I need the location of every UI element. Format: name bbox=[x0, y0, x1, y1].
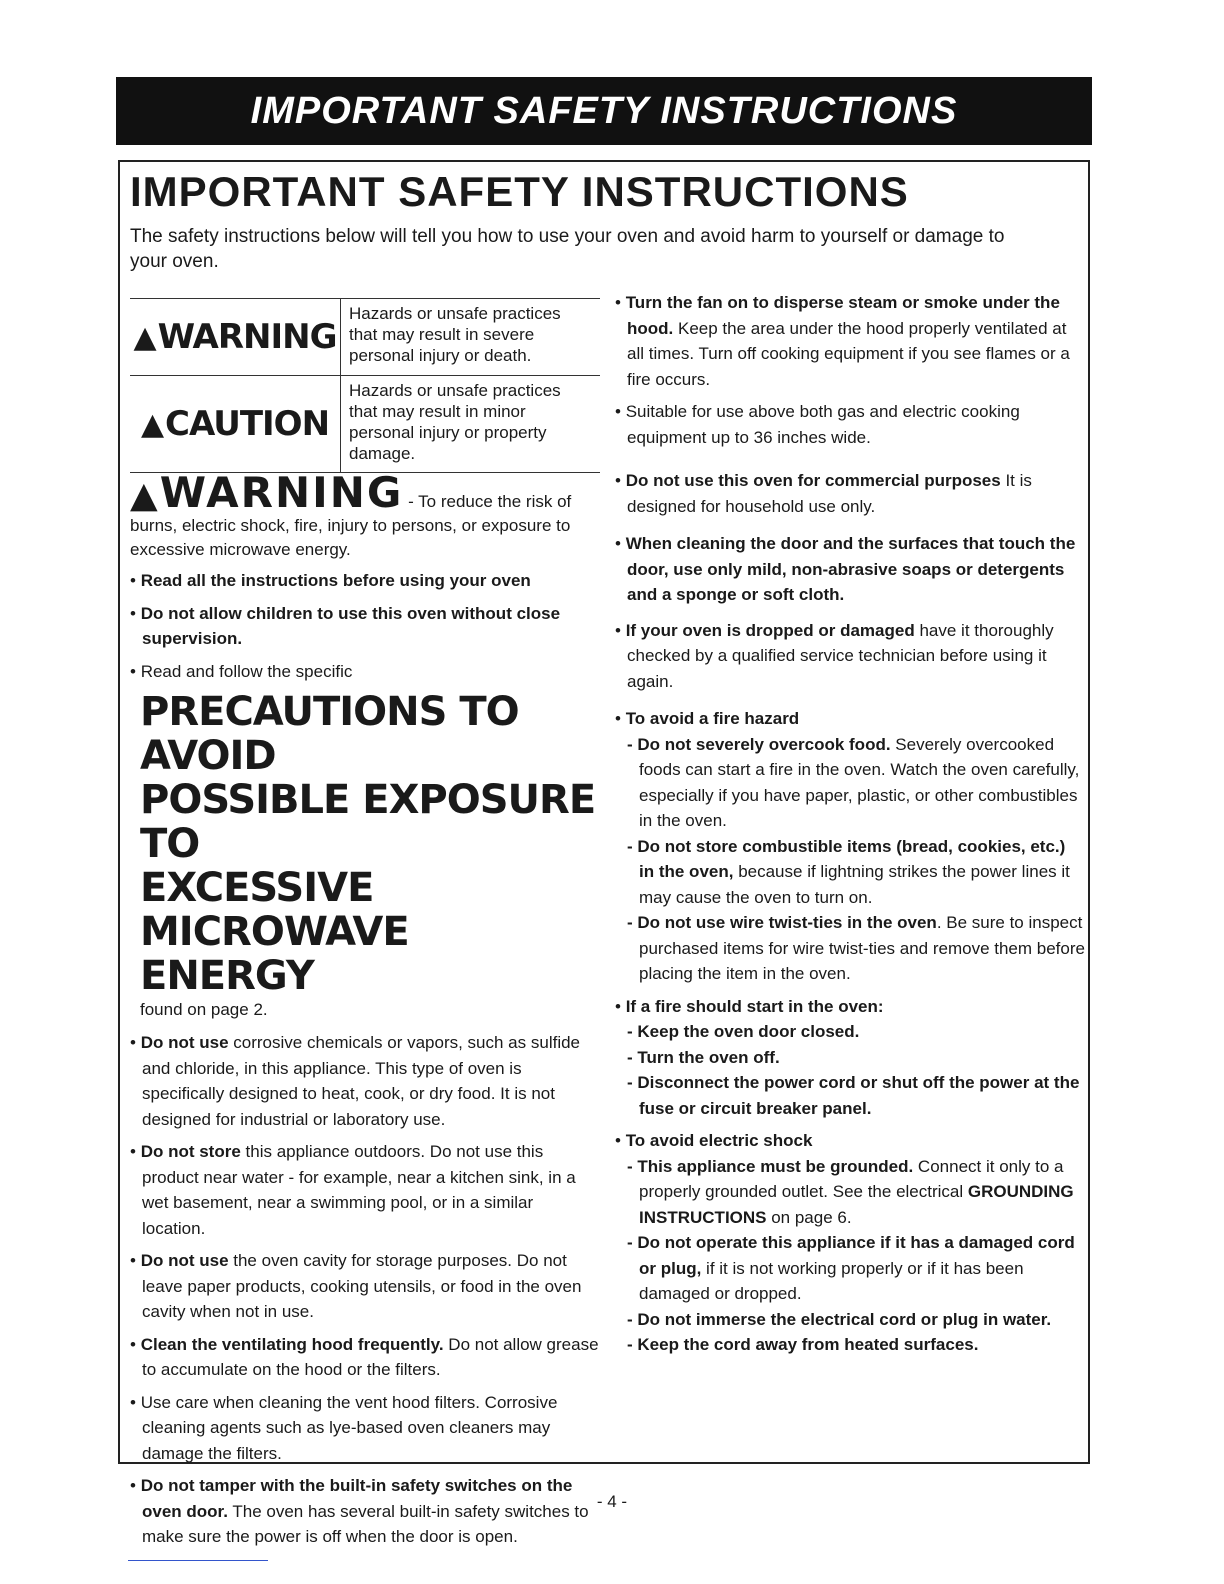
item-text: Use care when cleaning the vent hood filters. Corrosive cleaning agents such as lye-based oven cleaners may damage the filters. bbox=[140, 1392, 558, 1463]
page-number: - 4 - bbox=[596, 1492, 628, 1511]
precaution-line: ENERGY bbox=[140, 953, 314, 999]
list-item: • Read and follow the specific bbox=[130, 661, 353, 681]
item-text: Do not allow grease to accumulate on the hood or the filters. bbox=[142, 1334, 599, 1379]
caution-row bbox=[130, 375, 600, 472]
item-bold: Do not use bbox=[140, 1033, 229, 1052]
item-text: Suitable for use above both gas and electric cooking equipment up to 36 inches wide. bbox=[625, 402, 1020, 447]
list-item: • If your oven is dropped or damaged have it thoroughly checked by a qualified service technician before using it again. bbox=[615, 620, 1054, 691]
list-item: • Clean the ventilating hood frequently. Do not allow grease to accumulate on the hood or the filters. bbox=[130, 1334, 599, 1379]
caution-triangle-icon: ▲ bbox=[140, 406, 164, 442]
page-title: IMPORTANT SAFETY INSTRUCTIONS bbox=[130, 168, 909, 215]
list-item: • Do not use this oven for commercial purposes It is designed for household use only. bbox=[615, 471, 1032, 516]
sub-item bbox=[615, 1230, 1085, 1307]
instructions-frame bbox=[118, 160, 1090, 1546]
item-bold: - Turn the oven off. bbox=[627, 1047, 780, 1067]
sub-item bbox=[615, 1154, 1085, 1231]
list-item: • Do not use corrosive chemicals or vapors, such as sulfide and chloride, in this appliance. This type of oven is specifically designed to heat, cook, or dry food. It is not designed for industrial or laboratory use. bbox=[130, 1033, 581, 1129]
list-item: • To avoid a fire hazard bbox=[615, 709, 800, 728]
item-bold: - Do not use wire twist-ties in the oven bbox=[627, 913, 937, 932]
item-bold: GROUNDING INSTRUCTIONS bbox=[639, 1182, 1074, 1227]
item-bold: If a fire should start in the oven: bbox=[625, 996, 884, 1016]
sub-item bbox=[615, 1332, 1085, 1358]
item-text: Connect it only to a properly grounded outlet. See the electrical bbox=[639, 1156, 1064, 1201]
item-text: Read and follow the specific bbox=[140, 661, 353, 681]
list-item: • If a fire should start in the oven: bbox=[615, 996, 884, 1016]
item-bold: - This appliance must be grounded. bbox=[627, 1156, 914, 1176]
header-banner: IMPORTANT SAFETY INSTRUCTIONS bbox=[116, 77, 1092, 145]
warning-label bbox=[130, 299, 341, 375]
sub-item bbox=[615, 1019, 1085, 1045]
warning-description: Hazards or unsafe practices that may result in severe personal injury or death. bbox=[349, 304, 561, 365]
signal-word-table bbox=[130, 298, 600, 473]
found-on-page: found on page 2. bbox=[140, 1000, 268, 1019]
list-item: • Do not tamper with the built-in safety switches on the oven door. The oven has several built-in safety switches to make sure the power is off when the door is open. bbox=[130, 1476, 589, 1546]
item-bold: To avoid electric shock bbox=[625, 1131, 813, 1150]
footer-line bbox=[128, 1560, 268, 1561]
list-item: • When cleaning the door and the surfaces that touch the door, use only mild, non-abrasive soaps or detergents and a sponge or soft cloth. bbox=[615, 534, 1076, 604]
list-item: • Turn the fan on to disperse steam or smoke under the hood. Keep the area under the hood properly ventilated at all times. Turn off cooking equipment if you see flames or a fire occurs. bbox=[615, 293, 1070, 389]
item-text: . Be sure to inspect purchased items for wire twist-ties and remove them before placing the item in the oven. bbox=[639, 913, 1085, 983]
item-bold: Turn the fan on to disperse steam or smoke under the hood. bbox=[625, 293, 1060, 338]
item-text: if it is not working properly or if it has been damaged or dropped. bbox=[639, 1258, 1024, 1303]
list-item: • Do not allow children to use this oven without close supervision. bbox=[130, 603, 561, 648]
warning-triangle-icon: ▲ bbox=[130, 475, 160, 516]
warning-statement bbox=[130, 468, 600, 562]
sub-item bbox=[615, 1070, 1085, 1121]
item-bold: Do not tamper with the built-in safety switches on the oven door. bbox=[140, 1476, 573, 1521]
right-column bbox=[615, 290, 1085, 1358]
item-text: It is designed for household use only. bbox=[627, 471, 1032, 516]
item-bold: - Disconnect the power cord or shut off the power at the fuse or circuit breaker panel. bbox=[627, 1073, 1080, 1118]
list-item: • Use care when cleaning the vent hood filters. Corrosive cleaning agents such as lye-based oven cleaners may damage the filters. bbox=[130, 1392, 558, 1463]
item-text: The oven has several built-in safety switches to make sure the power is off when the door is open. bbox=[142, 1501, 589, 1546]
sub-item bbox=[615, 732, 1085, 834]
item-text: corrosive chemicals or vapors, such as sulfide and chloride, in this appliance. This type of oven is specifically designed to heat, cook, or dry food. It is not designed for industrial or laboratory use. bbox=[142, 1033, 581, 1129]
item-text: because if lightning strikes the power lines it may cause the oven to turn on. bbox=[639, 862, 1070, 907]
precaution-line: EXCESSIVE MICROWAVE bbox=[140, 865, 409, 955]
item-bold: Do not use bbox=[140, 1251, 229, 1270]
item-bold: To avoid a fire hazard bbox=[625, 709, 800, 728]
item-bold: - Do not operate this appliance if it has a damaged cord or plug, bbox=[627, 1233, 1075, 1278]
item-bold: Do not allow children to use this oven without close supervision. bbox=[140, 603, 561, 648]
item-bold: - Keep the cord away from heated surfaces. bbox=[627, 1335, 979, 1354]
warning-heading bbox=[130, 468, 403, 517]
precaution-line: POSSIBLE EXPOSURE TO bbox=[140, 777, 596, 867]
warning-triangle-icon: ▲ bbox=[133, 319, 156, 355]
left-column bbox=[130, 298, 600, 1557]
sub-item bbox=[615, 834, 1085, 911]
warning-text: - To reduce the risk of burns, electric shock, fire, injury to persons, or exposure to excessive microwave energy. bbox=[130, 492, 572, 559]
item-bold: Do not use this oven for commercial purposes bbox=[625, 471, 1001, 490]
warning-word: WARNING bbox=[157, 317, 337, 357]
caution-word: CAUTION bbox=[165, 404, 330, 444]
item-text: on page 6. bbox=[766, 1207, 852, 1227]
item-text: have it thoroughly checked by a qualified service technician before using it again. bbox=[627, 620, 1054, 691]
precautions-heading bbox=[140, 690, 600, 998]
list-item: • Suitable for use above both gas and electric cooking equipment up to 36 inches wide. bbox=[615, 402, 1020, 447]
item-bold: - Do not immerse the electrical cord or plug in water. bbox=[627, 1309, 1052, 1329]
warning-heading-word: WARNING bbox=[159, 468, 404, 517]
item-bold: If your oven is dropped or damaged bbox=[625, 620, 915, 640]
item-bold: Do not store bbox=[140, 1142, 241, 1161]
caution-description: Hazards or unsafe practices that may result in minor personal injury or property damage. bbox=[349, 381, 561, 463]
item-text: the oven cavity for storage purposes. Do not leave paper products, cooking utensils, or food in the oven cavity when not in use. bbox=[142, 1251, 582, 1321]
intro-text: The safety instructions below will tell you how to use your oven and avoid harm to yourself or damage to your oven. bbox=[130, 226, 1005, 272]
sub-item bbox=[615, 1307, 1085, 1333]
list-item: • Do not store this appliance outdoors. Do not use this product near water - for example, near a kitchen sink, in a wet basement, near a swimming pool, or in a similar location. bbox=[130, 1142, 576, 1238]
list-item: • Read all the instructions before using your oven bbox=[130, 571, 531, 590]
item-bold: - Keep the oven door closed. bbox=[627, 1022, 860, 1041]
item-bold: - Do not store combustible items (bread, cookies, etc.) in the oven, bbox=[627, 836, 1066, 881]
item-text: Severely overcooked foods can start a fire in the oven. Watch the oven carefully, especially if you have paper, plastic, or other combustibles in the oven. bbox=[639, 734, 1080, 830]
item-text: Keep the area under the hood properly ventilated at all times. Turn off cooking equipment if you see flames or a fire occurs. bbox=[627, 318, 1070, 389]
item-bold: Clean the ventilating hood frequently. bbox=[140, 1334, 444, 1354]
precaution-line: PRECAUTIONS TO AVOID bbox=[140, 689, 519, 779]
sub-item bbox=[615, 1045, 1085, 1071]
warning-row bbox=[130, 299, 600, 375]
list-item: • Do not use the oven cavity for storage purposes. Do not leave paper products, cooking utensils, or food in the oven cavity when not in use. bbox=[130, 1251, 582, 1321]
caution-label bbox=[130, 376, 341, 472]
sub-item bbox=[615, 910, 1085, 987]
item-bold: When cleaning the door and the surfaces that touch the door, use only mild, non-abrasive soaps or detergents and a sponge or soft cloth. bbox=[625, 534, 1076, 604]
item-text: this appliance outdoors. Do not use this product near water - for example, near a kitchen sink, in a wet basement, near a swimming pool, or in a similar location. bbox=[142, 1142, 576, 1238]
list-item: • To avoid electric shock bbox=[615, 1131, 813, 1150]
item-bold: - Do not severely overcook food. bbox=[627, 734, 891, 754]
item-bold: Read all the instructions before using your oven bbox=[140, 571, 531, 590]
